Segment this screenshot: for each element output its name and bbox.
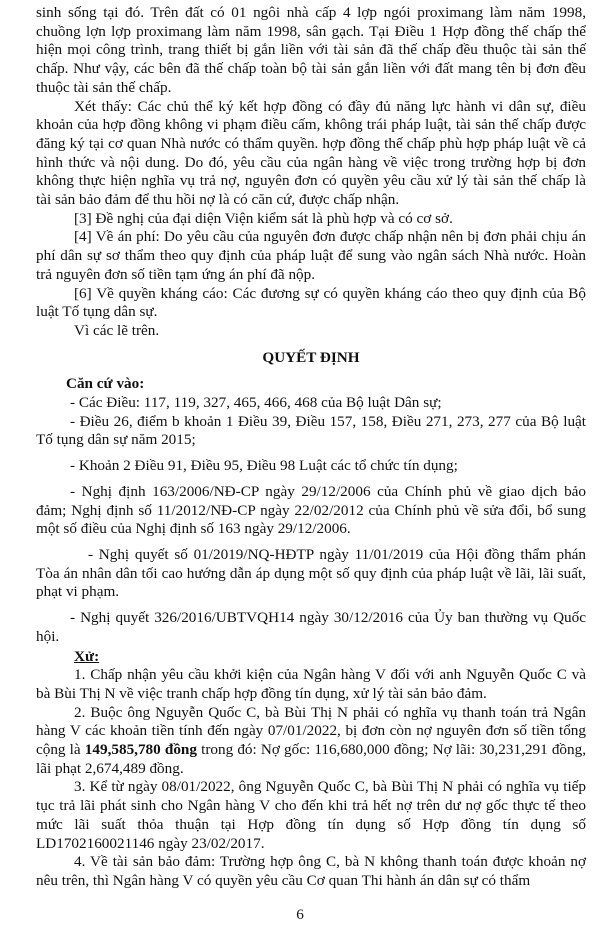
ruling-item-2 — [36, 704, 586, 779]
page-number: 6 — [296, 906, 304, 923]
decision-title: QUYẾT ĐỊNH — [262, 348, 360, 366]
paragraph-court-fee: [4] Về án phí: Do yêu cầu của nguyên đơn được chấp nhận nên bị đơn phải chịu án phí dân sự sơ thẩm theo quy định của pháp luật để sung vào ngân sách Nhà nước. Hoàn trả nguyên đơn số tiền tạm ứng án phí đã nộp. — [36, 228, 586, 283]
paragraph-for-reasons: Vì các lẽ trên. — [74, 321, 160, 339]
total-debt-amount: 149,585,780 đồng — [84, 741, 197, 759]
paragraph-consideration: Xét thấy: Các chủ thể ký kết hợp đồng có đầy đủ năng lực hành vi dân sự, điều khoản của hợp đồng không vi phạm điều cấm, không trái pháp luật, tài sản thế chấp được đăng ký tại cơ quan Nhà nước có thẩm quyền. hợp đồng thế chấp phù hợp pháp luật về cả hình thức và nội dung. Do đó, yêu cầu của ngân hàng về việc trong trường hợp bị đơn không thực hiện nghĩa vụ trả nợ, nguyên đơn có quyền yêu cầu xử lý tài sản thế chấp là tài sản bảo đảm để thu hồi nợ là có căn cứ, được chấp nhận. — [36, 97, 586, 209]
ruling-item-3: 3. Kể từ ngày 08/01/2022, ông Nguyễn Quốc C, bà Bùi Thị N phải có nghĩa vụ tiếp tục trả lãi phát sinh cho Ngân hàng V cho đến khi trả hết nợ trên dư nợ gốc thực tế theo mức lãi suất thỏa thuận tại Hợp đồng tín dụng số Hợp đồng tín dụng số LD1702160021146 ngày 23/02/2017. — [36, 778, 586, 852]
legal-basis-heading: Căn cứ vào: — [66, 375, 145, 393]
legal-basis-item: - Nghị quyết số 01/2019/NQ-HĐTP ngày 11/01/2019 của Hội đồng thẩm phán Tòa án nhân dân tối cao hướng dẫn áp dụng một số quy định của pháp luật về lãi, lãi suất, phạt vi phạm. — [36, 545, 586, 601]
page-body — [36, 4, 586, 891]
legal-basis-item: - Điều 26, điểm b khoản 1 Điều 39, Điều 157, 158, Điều 271, 273, 277 của Bộ luật Tố tụng dân sự năm 2015; — [36, 412, 586, 449]
paragraph-appeal-right: [6] Về quyền kháng cáo: Các đương sự có quyền kháng cáo theo quy định của Bộ luật Tố tụng dân sự. — [36, 284, 586, 321]
paragraph-procuracy: [3] Đề nghị của đại diện Viện kiểm sát là phù hợp và có cơ sở. — [74, 209, 453, 227]
legal-basis-item: - Nghị định 163/2006/NĐ-CP ngày 29/12/2006 của Chính phủ về giao dịch bảo đảm; Nghị định số 11/2012/NĐ-CP ngày 22/02/2012 của Chính phủ về sửa đổi, bổ sung một số điều của Nghị định số 163 ngày 29/12/2006. — [36, 482, 586, 538]
ruling-item-1: 1. Chấp nhận yêu cầu khởi kiện của Ngân hàng V đối với anh Nguyễn Quốc C và bà Bùi Thị N về việc tranh chấp hợp đồng tín dụng, xử lý tài sản bảo đảm. — [36, 666, 586, 702]
legal-basis-item: - Nghị quyết 326/2016/UBTVQH14 ngày 30/12/2016 của Ủy ban thường vụ Quốc hội. — [36, 609, 586, 645]
legal-basis-item: - Khoản 2 Điều 91, Điều 95, Điều 98 Luật các tổ chức tín dụng; — [70, 457, 458, 475]
ruling-item-4: 4. Về tài sản bảo đảm: Trường hợp ông C, bà N không thanh toán được khoản nợ nêu trên, thì Ngân hàng V có quyền yêu cầu Cơ quan Thi hành án dân sự có thẩm — [36, 853, 586, 889]
ruling-item-2-breakdown: trong đó: Nợ gốc: 116,680,000 đồng; Nợ lãi: 30,231,291 đồng, lãi phạt 2,674,489 đồng. — [36, 741, 586, 777]
paragraph-collateral-house: sinh sống tại đó. Trên đất có 01 ngôi nhà cấp 4 lợp ngói proximang làm năm 1998, chuồng lợn lợp proximang làm năm 1998, sân gạch. Tại Điều 1 Hợp đồng thế chấp thể hiện mọi công trình, trang thiết bị gắn liền với tài sản đã thế chấp đều thuộc tài sản thế chấp. Như vậy, các bên đã thế chấp toàn bộ tài sản gắn liền với đất mang tên bị đơn đều thuộc tài sản thế chấp. — [36, 4, 586, 96]
legal-basis-item: - Các Điều: 117, 119, 327, 465, 466, 468 của Bộ luật Dân sự; — [70, 394, 442, 412]
ruling-heading: Xử: — [74, 647, 100, 665]
ruling-item-2-text: 2. Buộc ông Nguyễn Quốc C, bà Bùi Thị N phải có nghĩa vụ thanh toán trả Ngân hàng V các khoản tiền tính đến ngày 07/01/2022, bị đơn còn nợ nguyên đơn số tiền tổng cộng là — [36, 703, 586, 759]
